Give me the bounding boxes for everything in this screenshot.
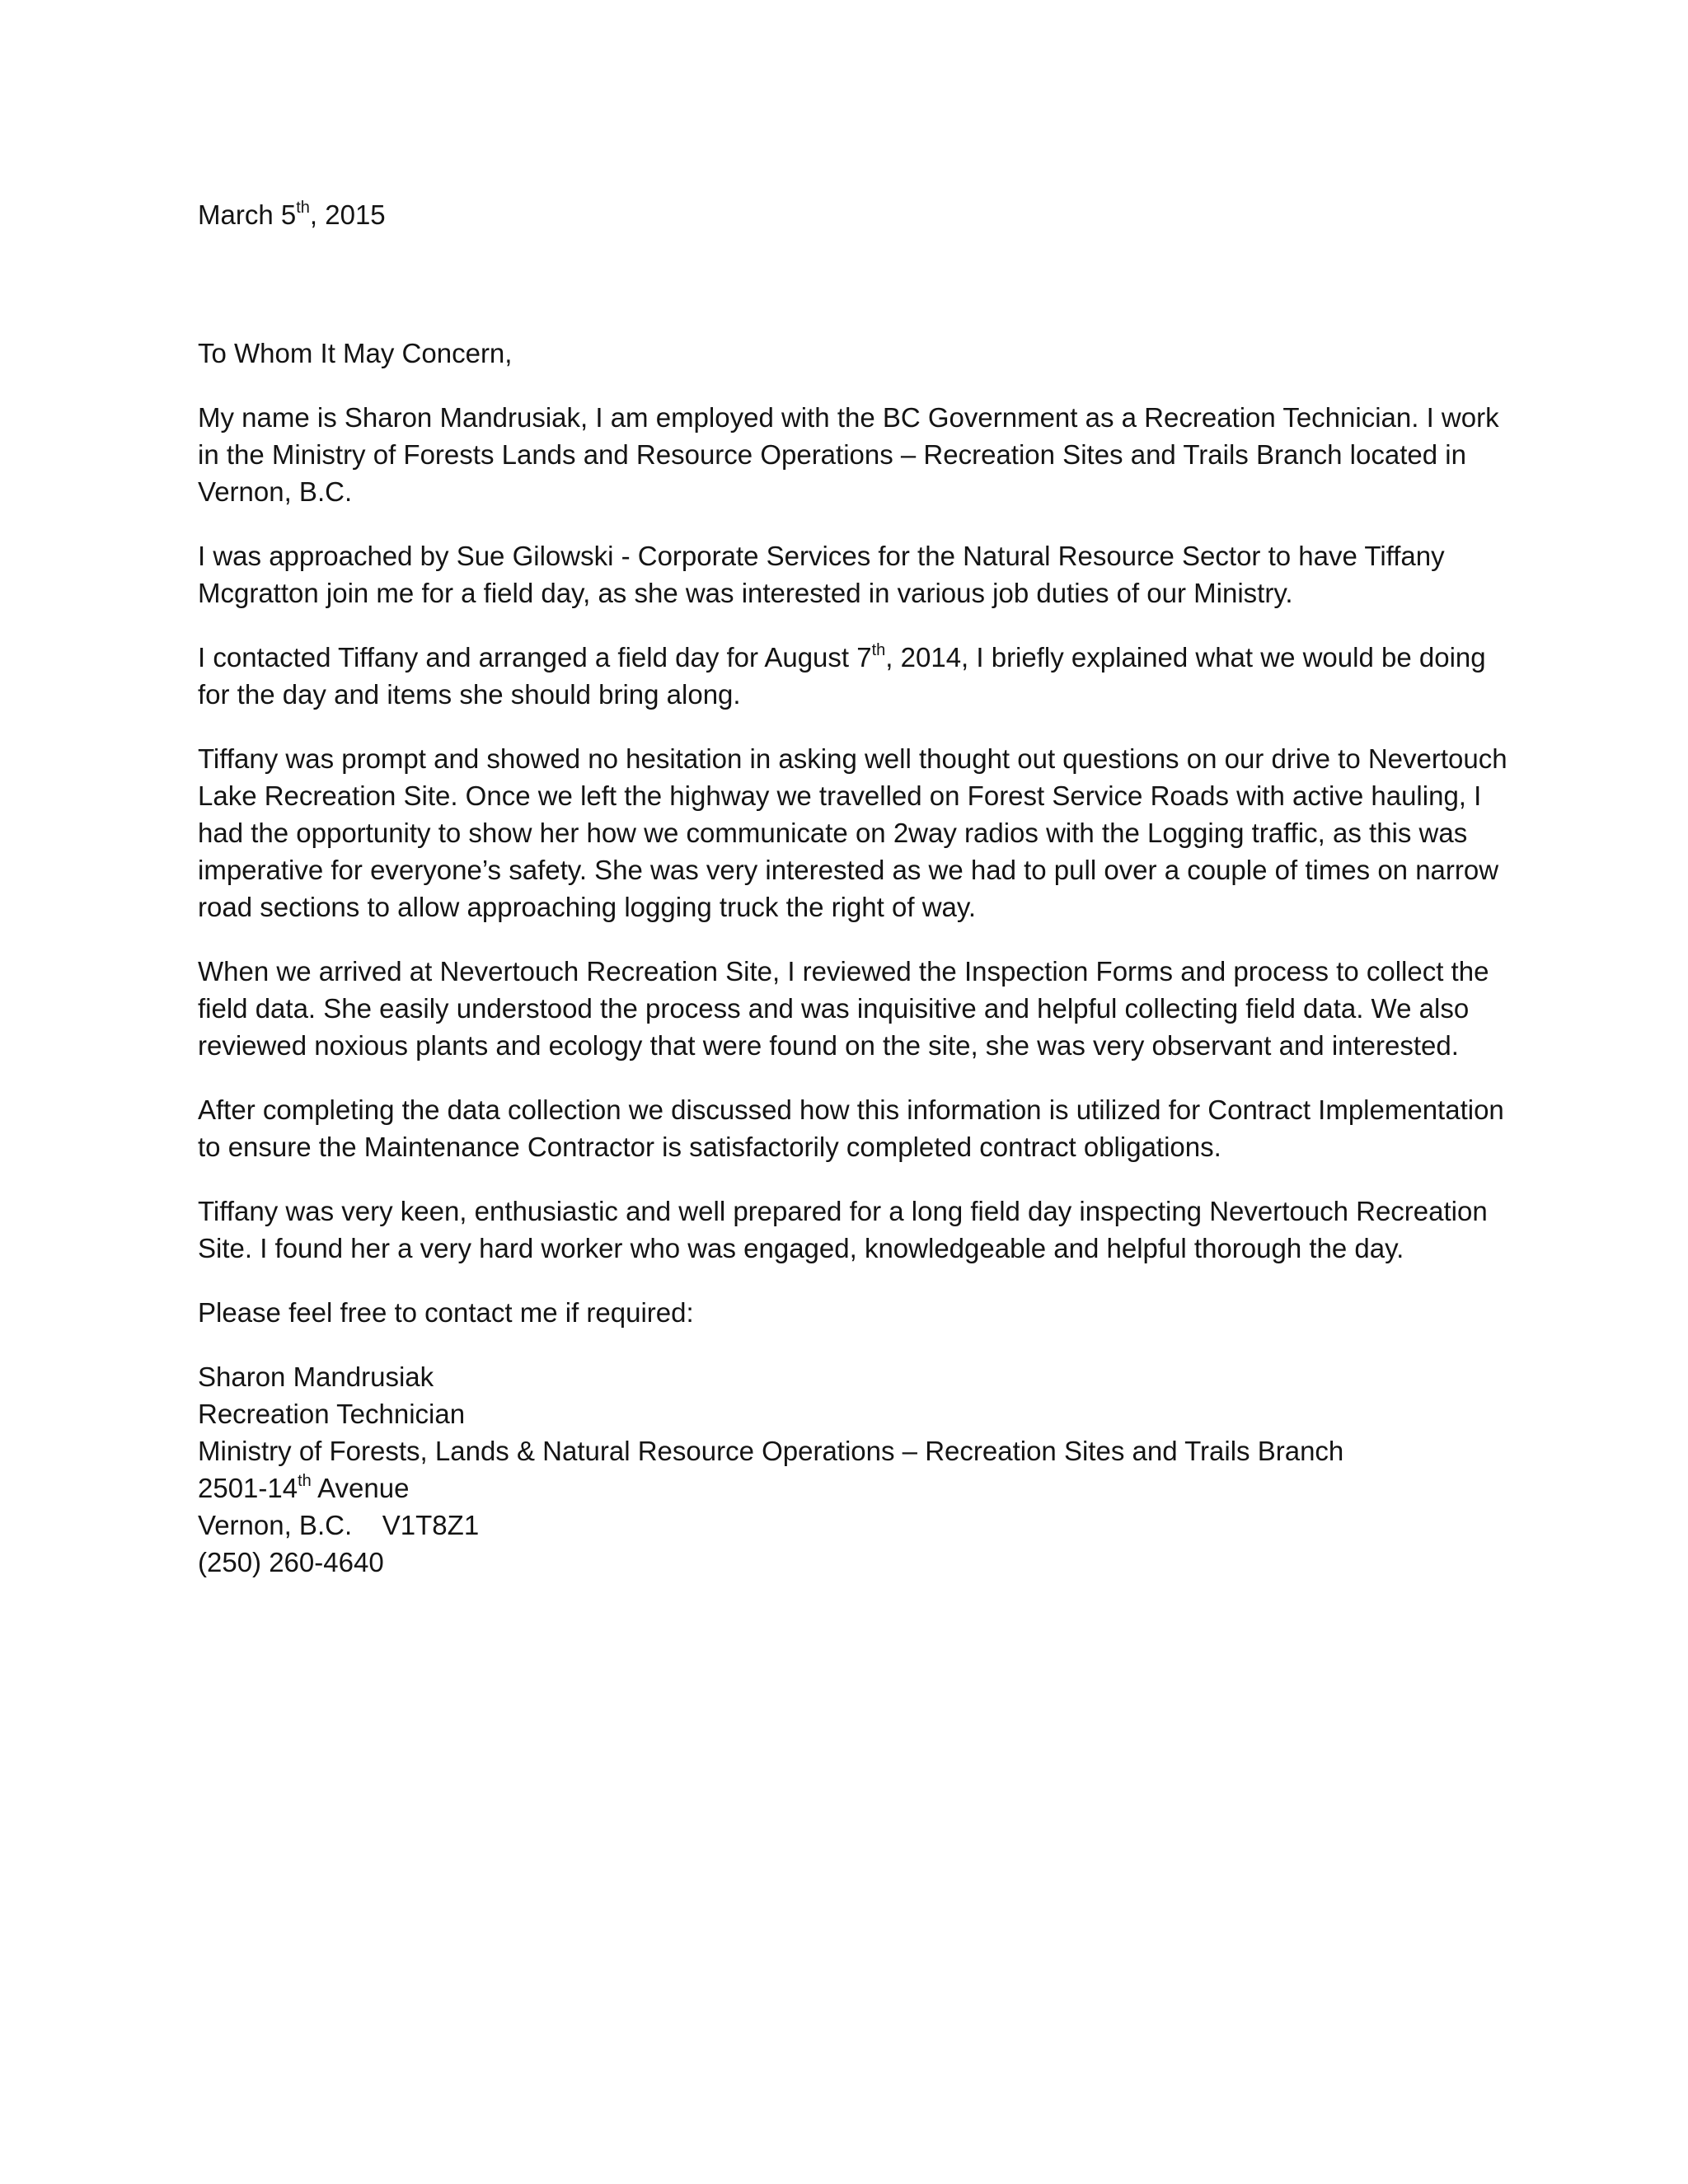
paragraph-approach: I was approached by Sue Gilowski - Corporate Services for the Natural Resource Sector to have Tiffany Mcgratton join me for a field day, as she was interested in various job duties of our Ministry.	[198, 541, 1445, 608]
signature-address: 2501-14th Avenue	[198, 1472, 410, 1503]
signature-title: Recreation Technician	[198, 1399, 466, 1429]
paragraph-site-inspection: When we arrived at Nevertouch Recreation Site, I reviewed the Inspection Forms and process to collect the field data. She easily understood the process and was inquisitive and helpful collecting field data. We also reviewed noxious plants and ecology that were found on the site, she was very observant and interested.	[198, 956, 1489, 1061]
letter-date: March 5th, 2015	[198, 199, 386, 230]
paragraph-introduction: My name is Sharon Mandrusiak, I am employed with the BC Government as a Recreation Technician. I work in the Ministry of Forests Lands and Resource Operations – Recreation Sites and Trails Branch located in Vernon, B.C.	[198, 402, 1499, 507]
paragraph-contract: After completing the data collection we discussed how this information is utilized for Contract Implementation to ensure the Maintenance Contractor is satisfactorily completed contract obligations.	[198, 1094, 1504, 1162]
paragraph-assessment: Tiffany was very keen, enthusiastic and well prepared for a long field day inspecting Nevertouch Recreation Site. I found her a very hard worker who was engaged, knowledgeable and helpful thorough the day.	[198, 1196, 1488, 1263]
paragraph-drive: Tiffany was prompt and showed no hesitation in asking well thought out questions on our drive to Nevertouch Lake Recreation Site. Once we left the highway we travelled on Forest Service Roads with active hauling, I had the opportunity to show her how we communicate on 2way radios with the Logging traffic, as this was imperative for everyone’s safety. She was very interested as we had to pull over a couple of times on narrow road sections to allow approaching logging truck the right of way.	[198, 743, 1507, 922]
paragraph-contact: Please feel free to contact me if required:	[198, 1297, 694, 1328]
letter-body	[198, 196, 1508, 1581]
paragraph-field-day: I contacted Tiffany and arranged a field day for August 7th, 2014, I briefly explained what we would be doing for the day and items she should bring along.	[198, 641, 1486, 710]
signature-name: Sharon Mandrusiak	[198, 1361, 434, 1392]
signature-city-postal: Vernon, B.C. V1T8Z1	[198, 1510, 480, 1540]
salutation: To Whom It May Concern,	[198, 338, 513, 368]
signature-block	[198, 1358, 1508, 1581]
signature-phone: (250) 260-4640	[198, 1547, 384, 1577]
signature-ministry: Ministry of Forests, Lands & Natural Resource Operations – Recreation Sites and Trails Branch	[198, 1436, 1344, 1466]
